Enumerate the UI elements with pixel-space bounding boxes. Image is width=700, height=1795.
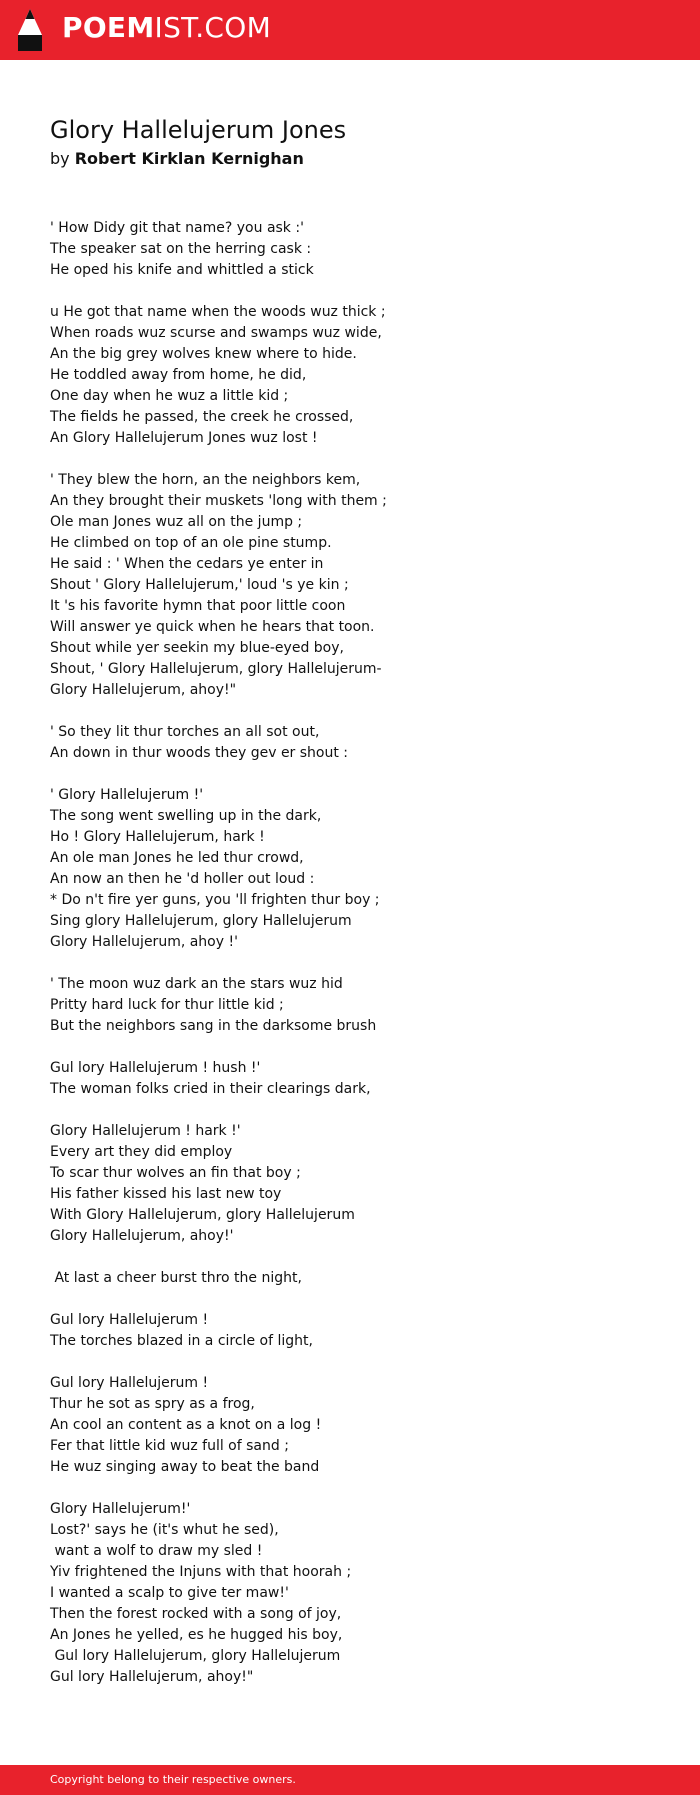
poem-line: Glory Hallelujerum, ahoy!' [50,1228,234,1244]
poem-line: want a wolf to draw my sled ! [50,1543,263,1559]
poem-line: At last a cheer burst thro the night, [50,1270,302,1286]
poem-line: Glory Hallelujerum, ahoy !' [50,934,238,950]
poem-stanza [50,1121,650,1247]
poem-title: Glory Hallelujerum Jones [50,116,347,144]
poem-line: Yiv frightened the Injuns with that hoorah ; [50,1564,352,1580]
poem-line: An they brought their muskets 'long with them ; [50,493,387,509]
poem-stanza [50,1499,650,1688]
poem-line: Gul lory Hallelujerum ! [50,1375,209,1391]
poem-line: The speaker sat on the herring cask : [50,241,312,257]
poem-stanza [50,1310,650,1352]
poem-line: Glory Hallelujerum!' [50,1501,191,1517]
poem-line: One day when he wuz a little kid ; [50,388,289,404]
poem-line: With Glory Hallelujerum, glory Hallelujerum [50,1207,355,1223]
poem-stanza [50,1373,650,1478]
poem-line: But the neighbors sang in the darksome brush [50,1018,377,1034]
poem-line: ' How Didy git that name? you ask :' [50,220,304,236]
poem-line: Shout, ' Glory Hallelujerum, glory Hallelujerum- [50,661,382,677]
poem-stanza [50,1268,650,1289]
copyright-notice: Copyright belong to their respective owners. [50,1773,296,1786]
poem-line: Then the forest rocked with a song of joy, [50,1606,342,1622]
poem-stanza [50,302,650,449]
by-label: by [50,149,70,168]
pencil-tip-icon [18,9,42,51]
poem-line: Glory Hallelujerum, ahoy!" [50,682,237,698]
poem-stanza [50,1058,650,1100]
poem-line: He climbed on top of an ole pine stump. [50,535,332,551]
poem-line: An Jones he yelled, es he hugged his boy, [50,1627,343,1643]
poem-line: ' They blew the horn, an the neighbors kem, [50,472,361,488]
poem-author: Robert Kirklan Kernighan [74,149,304,168]
poem-stanza [50,470,650,701]
poem-byline [50,147,304,171]
poem-line: Pritty hard luck for thur little kid ; [50,997,284,1013]
poem-line: He wuz singing away to beat the band [50,1459,320,1475]
poem-line: Glory Hallelujerum ! hark !' [50,1123,241,1139]
poem-line: Every art they did employ [50,1144,233,1160]
poem-line: Ole man Jones wuz all on the jump ; [50,514,303,530]
poem-line: An down in thur woods they gev er shout : [50,745,349,761]
poem-line: ' The moon wuz dark an the stars wuz hid [50,976,343,992]
poem-line: Shout while yer seekin my blue-eyed boy, [50,640,344,656]
poem-line: I wanted a scalp to give ter maw!' [50,1585,289,1601]
poem-line: It 's his favorite hymn that poor little coon [50,598,346,614]
poem-line: An Glory Hallelujerum Jones wuz lost ! [50,430,318,446]
poem-stanza [50,722,650,764]
poem-line: He toddled away from home, he did, [50,367,307,383]
poem-line: Lost?' says he (it's whut he sed), [50,1522,279,1538]
poem-line: The song went swelling up in the dark, [50,808,322,824]
poem-line: Fer that little kid wuz full of sand ; [50,1438,289,1454]
poem-line: Gul lory Hallelujerum, ahoy!" [50,1669,254,1685]
poem-line: Gul lory Hallelujerum ! hush !' [50,1060,261,1076]
poem-line: An cool an content as a knot on a log ! [50,1417,322,1433]
poem-line: u He got that name when the woods wuz thick ; [50,304,386,320]
poem-line: The torches blazed in a circle of light, [50,1333,313,1349]
poem-stanza [50,974,650,1037]
logo-bold-part: POEM [62,11,155,44]
poem-stanza [50,218,650,281]
logo-light-part: IST.COM [154,11,272,44]
poem-line: An ole man Jones he led thur crowd, [50,850,304,866]
poem-line: An the big grey wolves knew where to hide. [50,346,357,362]
poem-line: Sing glory Hallelujerum, glory Hallelujerum [50,913,352,929]
poem-body [50,218,650,1709]
poem-line: ' So they lit thur torches an all sot out, [50,724,320,740]
poem-line: Will answer ye quick when he hears that toon. [50,619,375,635]
poem-line: Gul lory Hallelujerum, glory Hallelujerum [50,1648,341,1664]
site-header [0,0,700,60]
poem-line: Ho ! Glory Hallelujerum, hark ! [50,829,265,845]
poem-line: * Do n't fire yer guns, you 'll frighten thur boy ; [50,892,380,908]
poem-line: His father kissed his last new toy [50,1186,282,1202]
poem-line: The woman folks cried in their clearings dark, [50,1081,371,1097]
poem-line: ' Glory Hallelujerum !' [50,787,204,803]
poem-line: He oped his knife and whittled a stick [50,262,314,278]
poem-line: Thur he sot as spry as a frog, [50,1396,255,1412]
poem-line: The fields he passed, the creek he crossed, [50,409,354,425]
poem-line: He said : ' When the cedars ye enter in [50,556,324,572]
poem-line: When roads wuz scurse and swamps wuz wide, [50,325,382,341]
poem-stanza [50,785,650,953]
site-footer [0,1765,700,1795]
poem-line: To scar thur wolves an fin that boy ; [50,1165,301,1181]
poem-line: Gul lory Hallelujerum ! [50,1312,209,1328]
poem-line: Shout ' Glory Hallelujerum,' loud 's ye kin ; [50,577,349,593]
poem-line: An now an then he 'd holler out loud : [50,871,315,887]
site-logo-text [62,12,271,44]
